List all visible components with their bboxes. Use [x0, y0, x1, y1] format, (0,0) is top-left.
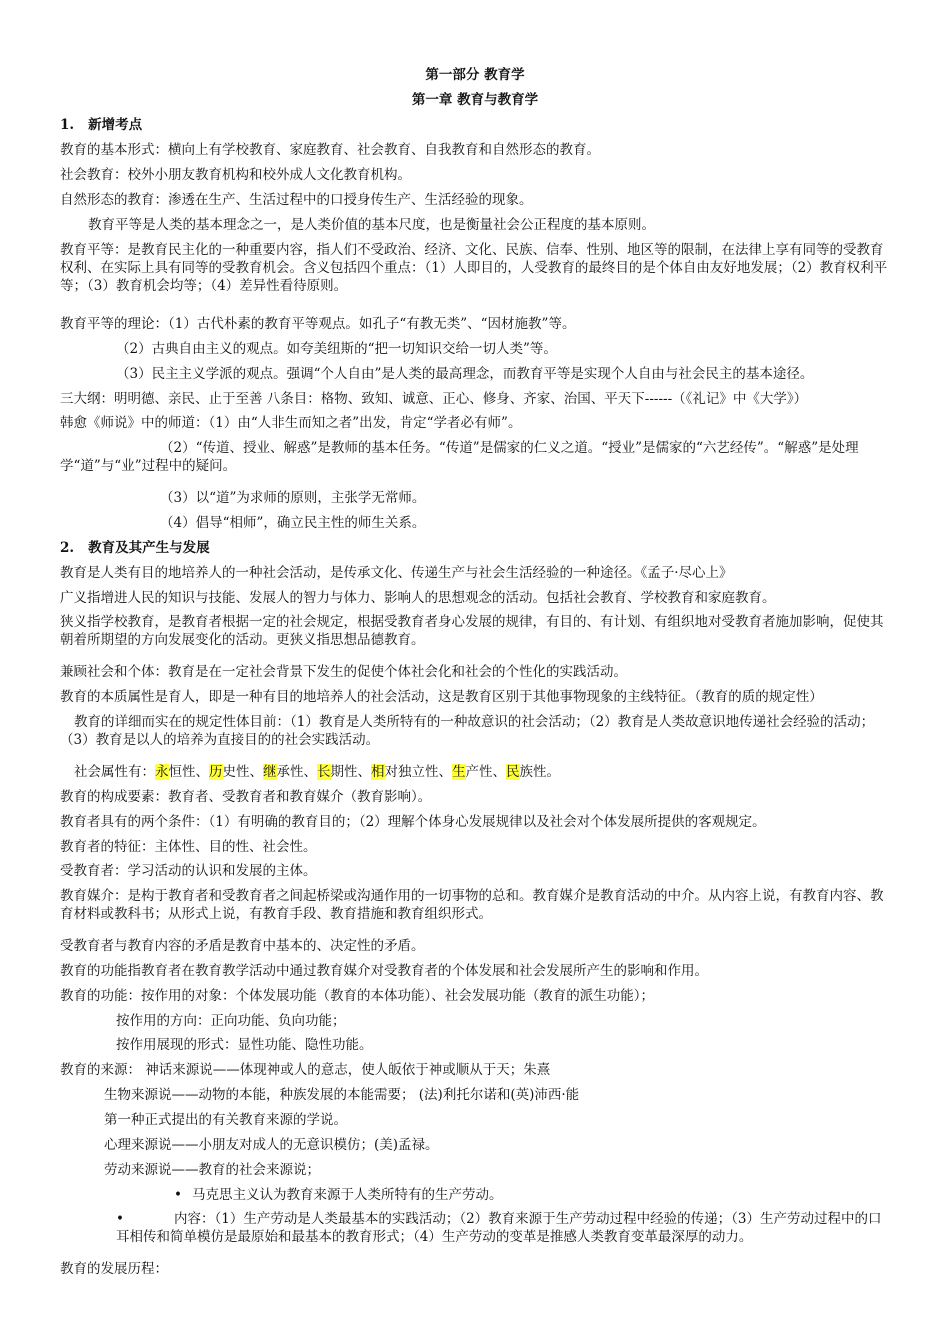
paragraph: 自然形态的教育：渗透在生产、生活过程中的口授身传生产、生活经验的现象。 — [60, 192, 533, 208]
paragraph: 广义指增进人民的知识与技能、发展人的智力与体力、影响人的思想观念的活动。包括社会教育、学校教育和家庭教育。 — [60, 590, 776, 606]
paragraph: 教育的功能：按作用的对象：个体发展功能（教育的本体功能）、社会发展功能（教育的派生功能）； — [60, 988, 654, 1004]
paragraph: 受教育者与教育内容的矛盾是教育中基本的、决定性的矛盾。 — [60, 938, 425, 954]
paragraph: 教育者的特征：主体性、目的性、社会性。 — [60, 839, 317, 855]
paragraph: 教育的基本形式：横向上有学校教育、家庭教育、社会教育、自我教育和自然形态的教育。 — [60, 142, 600, 158]
paragraph: 按作用的方向：正向功能、负向功能； — [116, 1013, 346, 1029]
highlight-mark: 民 — [506, 764, 520, 780]
paragraph: 劳动来源说——教育的社会来源说； — [104, 1162, 320, 1178]
paragraph: 心理来源说——小朋友对成人的无意识模仿；(美)孟禄。 — [104, 1137, 439, 1153]
section-number: 1. — [60, 117, 75, 133]
paragraph: 生物来源说——动物的本能，种族发展的本能需要； (法)利托尔诺和(英)沛西·能 — [104, 1087, 580, 1103]
paragraph: 教育平等是人类的基本理念之一，是人类价值的基本尺度，也是衡量社会公正程度的基本原则。 — [88, 217, 655, 233]
paragraph: 教育的来源： 神话来源说——体现神或人的意志，使人皈依于神或顺从于天；朱熹 — [60, 1062, 551, 1078]
paragraph: 教育者具有的两个条件：（1）有明确的教育目的；（2）理解个体身心发展规律以及社会对个体发展所提供的客观规定。 — [60, 814, 766, 830]
paragraph: 受教育者：学习活动的认识和发展的主体。 — [60, 863, 317, 879]
paragraph: 社会教育：校外小朋友教育机构和校外成人文化教育机构。 — [60, 167, 411, 183]
paragraph: 教育的详细而实在的规定性体目前：（1）教育是人类所特有的一种故意识的社会活动；（2）教育是人类故意识地传递社会经验的活动；（3）教育是以人的培养为直接目的的社会实践活动。 — [60, 714, 875, 748]
highlight-mark: 历 — [209, 764, 223, 780]
attr-text: 期性、 — [330, 764, 371, 780]
section-2-heading — [60, 539, 210, 557]
paragraph: （4）倡导“相师”，确立民主性的师生关系。 — [160, 515, 426, 531]
paragraph: 按作用展现的形式：显性功能、隐性功能。 — [116, 1037, 373, 1053]
paragraph: （2）“传道、授业、解惑”是教师的基本任务。“传道”是儒家的仁义之道。“授业”是儒家的“六艺经传”。“解惑”是处理学“道”与“业”过程中的疑问。 — [60, 440, 859, 474]
paragraph: 韩愈《师说》中的师道：（1）由“人非生而知之者”出发，肯定“学者必有师”。 — [60, 415, 522, 431]
section-heading: 新增考点 — [88, 117, 143, 133]
section-heading: 教育及其产生与发展 — [88, 540, 210, 556]
paragraph: 教育的本质属性是育人，即是一种有目的地培养人的社会活动，这是教育区别于其他事物现象的主线特征。（教育的质的规定性） — [60, 689, 823, 705]
highlight-mark: 生 — [452, 764, 466, 780]
paragraph: 狭义指学校教育，是教育者根据一定的社会规定，根据受教育者身心发展的规律，有目的、有计划、有组织地对受教育者施加影响，促使其朝着所期望的方向发展变化的活动。更狭义指思想品德教育。 — [60, 614, 884, 648]
highlight-mark: 继 — [263, 764, 277, 780]
paragraph: 教育的发展历程： — [60, 1261, 168, 1277]
attr-text: 族性。 — [519, 764, 560, 780]
attr-text: 史性、 — [222, 764, 263, 780]
paragraph: （3）民主主义学派的观点。强调“个人自由”是人类的最高理念，而教育平等是实现个人自由与社会民主的基本途径。 — [116, 366, 814, 382]
paragraph: （2）古典自由主义的观点。如夸美纽斯的“把一切知识交给一切人类”等。 — [116, 341, 557, 357]
paragraph: 第一种正式提出的有关教育来源的学说。 — [104, 1112, 347, 1128]
highlight-mark: 长 — [317, 764, 331, 780]
highlight-mark: 永 — [155, 764, 169, 780]
paragraph: 教育平等：是教育民主化的一种重要内容，指人们不受政治、经济、文化、民族、信奉、性别、地区等的限制，在法律上享有同等的受教育权利、在实际上具有同等的受教育机会。含义包括四个重点：（1）人即目的，人受教育的最终目的是个体自由友好地发展；（2）教育权利平等；（3）教育机会均等；（4）差异性看待原则。 — [60, 242, 888, 294]
bullet-item: 内容：（1）生产劳动是人类最基本的实践活动；（2）教育来源于生产劳动过程中经验的传递；（3）生产劳动过程中的口耳相传和简单模仿是最原始和最基本的教育形式；（4）生产劳动的变革是推感人类教育变革最深厚的动力。 — [116, 1211, 882, 1245]
paragraph: 三大纲：明明德、亲民、止于至善 八条目：格物、致知、诚意、正心、修身、齐家、治国、平天下------（《礼记》中《大学》） — [60, 391, 808, 407]
paragraph: 教育的功能指教育者在教育教学活动中通过教育媒介对受教育者的个体发展和社会发展所产生的影响和作用。 — [60, 963, 708, 979]
bullet-item: 马克思主义认为教育来源于人类所特有的生产劳动。 — [192, 1187, 503, 1203]
bullet-glyph: • — [174, 1187, 182, 1203]
section-1-heading — [60, 116, 142, 134]
paragraph: 教育平等的理论：（1）古代朴素的教育平等观点。如孔子“有教无类”、“因材施教”等。 — [60, 316, 576, 332]
social-attr-label: 社会属性有： — [74, 764, 155, 780]
section-number: 2. — [60, 540, 75, 556]
attr-text: 承性、 — [276, 764, 317, 780]
highlight-mark: 相 — [371, 764, 385, 780]
attr-text: 恒性、 — [168, 764, 209, 780]
bullet-glyph: • — [116, 1211, 124, 1227]
social-attributes-line — [74, 763, 560, 781]
paragraph: 兼顾社会和个体：教育是在一定社会背景下发生的促使个体社会化和社会的个性化的实践活动。 — [60, 664, 627, 680]
attr-text: 对独立性、 — [384, 764, 452, 780]
paragraph: 教育是人类有目的地培养人的一种社会活动，是传承文化、传递生产与社会生活经验的一种途径。《孟子·尽心上》 — [60, 565, 733, 581]
chapter-title: 第一章 教育与教育学 — [411, 92, 539, 108]
paragraph: （3）以“道”为求师的原则，主张学无常师。 — [160, 490, 426, 506]
paragraph: 教育媒介：是构于教育者和受教育者之间起桥梁或沟通作用的一切事物的总和。教育媒介是教育活动的中介。从内容上说，有教育内容、教育材料或教科书；从形式上说，有教育手段、教育措施和教育组织形式。 — [60, 888, 884, 922]
paragraph: 教育的构成要素：教育者、受教育者和教育媒介（教育影响）。 — [60, 789, 432, 805]
attr-text: 产性、 — [465, 764, 506, 780]
part-title: 第一部分 教育学 — [425, 67, 525, 83]
